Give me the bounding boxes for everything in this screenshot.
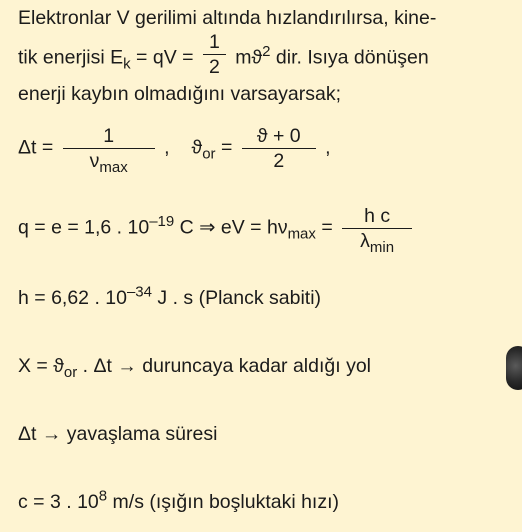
distance-description: . Δt → duruncaya kadar aldığı yol bbox=[77, 355, 372, 377]
equation-planck bbox=[18, 283, 322, 310]
equation-delta-t bbox=[18, 124, 331, 176]
equation-charge-energy bbox=[18, 204, 416, 256]
fraction-average-velocity bbox=[242, 124, 316, 173]
fraction-numerator: 1 bbox=[63, 124, 155, 149]
energy-text: C ⇒ eV = hν bbox=[174, 216, 288, 239]
distance-lhs: X = bbox=[18, 355, 54, 377]
fraction-numerator: ϑ + 0 bbox=[242, 124, 316, 149]
intro-line-1 bbox=[18, 6, 436, 30]
intro-text-2d: dir. Isıya dönüşen bbox=[270, 46, 429, 69]
fraction-denominator bbox=[342, 229, 412, 256]
intro-line-2 bbox=[18, 31, 429, 79]
comma: , bbox=[158, 136, 170, 159]
charge-lhs: q = e = 1,6 . 10 bbox=[18, 216, 150, 239]
fraction-denominator bbox=[63, 149, 155, 176]
velocity-symbol: ϑ bbox=[53, 355, 64, 377]
planck-rest: J . s (Planck sabiti) bbox=[152, 287, 322, 309]
equals-sign: = bbox=[215, 136, 238, 159]
comma: , bbox=[319, 136, 331, 159]
equals-sign: = bbox=[315, 216, 339, 239]
intro-text-2a: tik enerjisi E bbox=[18, 46, 124, 69]
intro-text-3: enerji kaybın olmadığını varsayarsak; bbox=[18, 83, 341, 105]
nu-symbol: ν bbox=[89, 150, 100, 172]
exponent-minus-19: –19 bbox=[149, 213, 175, 231]
exponent-minus-34: –34 bbox=[126, 283, 152, 301]
fraction-numerator: h c bbox=[342, 204, 412, 229]
velocity-symbol: ϑ bbox=[251, 46, 263, 69]
fraction-denominator: 2 bbox=[208, 56, 220, 78]
subscript-max: max bbox=[99, 158, 128, 176]
subscript-k: k bbox=[123, 55, 131, 73]
fraction-one-over-nu-max bbox=[63, 124, 155, 176]
subscript-or: or bbox=[63, 363, 78, 381]
speed-lhs: c = 3 . 10 bbox=[18, 491, 99, 513]
fraction-numerator: 1 bbox=[203, 30, 226, 55]
subscript-min: min bbox=[369, 238, 395, 256]
speed-rest: m/s (ışığın boşluktaki hızı) bbox=[107, 491, 340, 513]
equation-distance bbox=[18, 354, 372, 381]
subscript-or: or bbox=[202, 145, 216, 163]
exponent-8: 8 bbox=[98, 487, 108, 505]
fraction-one-half bbox=[203, 30, 226, 79]
velocity-symbol: ϑ bbox=[191, 136, 203, 159]
intro-line-3 bbox=[18, 82, 341, 106]
equation-deceleration-time bbox=[18, 422, 217, 446]
subscript-max: max bbox=[287, 225, 316, 243]
lambda-symbol: λ bbox=[360, 230, 370, 252]
fraction-hc-over-lambda-min bbox=[342, 204, 412, 256]
intro-text-2b: = qV = bbox=[130, 46, 199, 69]
delta-t-lhs: Δt = bbox=[18, 136, 59, 159]
planck-lhs: h = 6,62 . 10 bbox=[18, 287, 127, 309]
fraction-denominator: 2 bbox=[273, 150, 285, 172]
deceleration-text: Δt → yavaşlama süresi bbox=[18, 423, 218, 445]
page-edge-marker bbox=[506, 346, 522, 390]
intro-text-1: Elektronlar V gerilimi altında hızlandırılırsa, kine- bbox=[18, 7, 437, 29]
mass-symbol: m bbox=[229, 46, 252, 69]
exponent-2: 2 bbox=[262, 43, 271, 61]
equation-speed-of-light bbox=[18, 487, 340, 514]
